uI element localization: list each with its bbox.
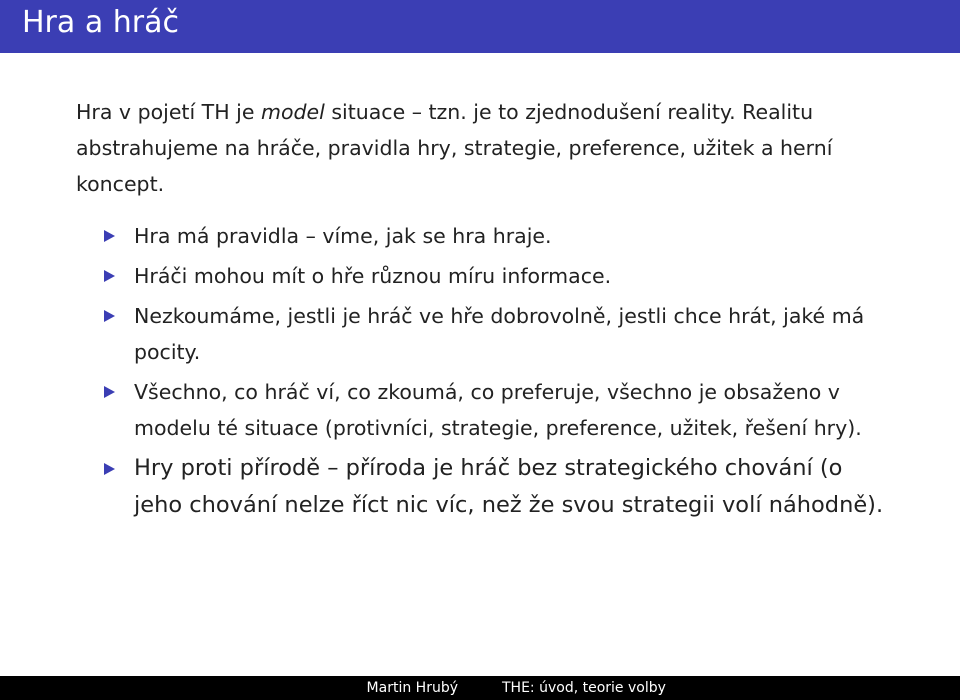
- bullet-text: Hra má pravidla – víme, jak se hra hraje.: [134, 224, 552, 248]
- bullet-item: [104, 450, 894, 524]
- bullet-triangle-icon: [104, 270, 115, 282]
- page-title: Hra a hráč: [22, 5, 179, 40]
- footer-presentation-title: THE: úvod, teorie volby: [502, 680, 666, 696]
- bullet-text: Všechno, co hráč ví, co zkoumá, co preferuje, všechno je obsaženo v modelu té situace (protivníci, strategie, preference, užitek, řešení hry).: [134, 380, 862, 440]
- bullet-triangle-icon: [104, 386, 115, 398]
- bullet-triangle-icon: [104, 463, 115, 475]
- bullet-item: [104, 258, 894, 294]
- bullet-item: [104, 374, 894, 446]
- bullet-list: [104, 218, 894, 528]
- footer-bar: [0, 676, 960, 700]
- bullet-triangle-icon: [104, 230, 115, 242]
- bullet-text: Hráči mohou mít o hře různou míru informace.: [134, 264, 612, 288]
- intro-paragraph: [76, 94, 896, 202]
- footer-author: Martin Hrubý: [366, 680, 458, 696]
- bullet-triangle-icon: [104, 310, 115, 322]
- intro-text-end: situace – tzn. je to zjednodušení reality. Realitu abstrahujeme na hráče, pravidla hry, strategie, preference, užitek a herní koncept.: [76, 100, 833, 196]
- bullet-text: Hry proti přírodě – příroda je hráč bez strategického chování (o jeho chování nelze říct nic víc, než že svou strategii volí náhodně).: [134, 455, 884, 518]
- intro-emphasis: model: [260, 100, 325, 124]
- intro-text-start: Hra v pojetí TH je: [76, 100, 261, 124]
- title-bar: [0, 0, 960, 53]
- bullet-item: [104, 298, 894, 370]
- slide-content: [76, 94, 896, 518]
- bullet-item: [104, 218, 894, 254]
- bullet-text: Nezkoumáme, jestli je hráč ve hře dobrovolně, jestli chce hrát, jaké má pocity.: [134, 304, 865, 364]
